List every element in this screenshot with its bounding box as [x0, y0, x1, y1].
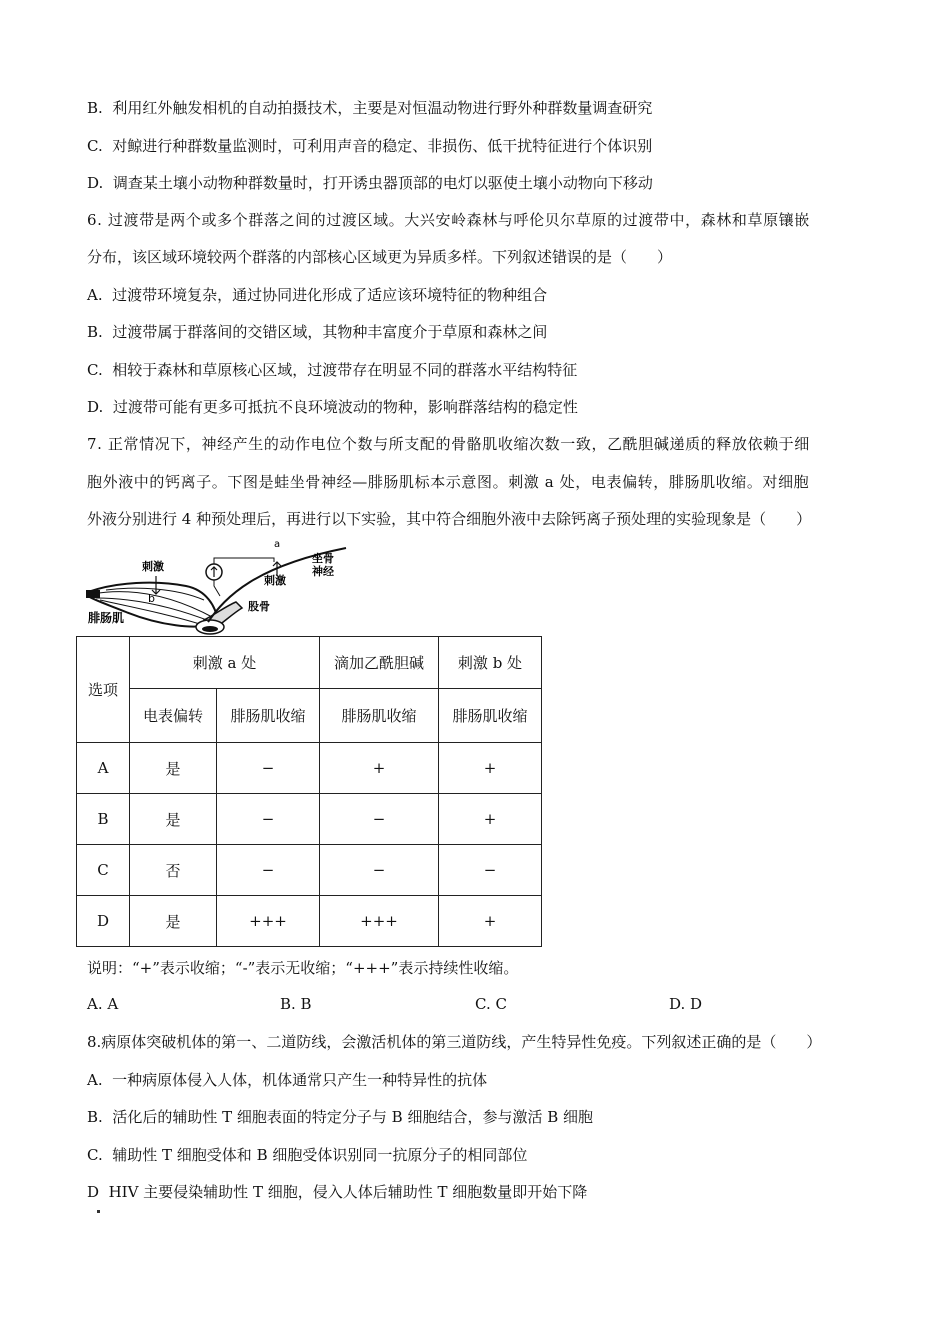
q8-option-b: B. 活化后的辅助性 T 细胞表面的特定分子与 B 细胞结合，参与激活 B 细胞 — [87, 1108, 594, 1126]
q7-options-table — [76, 636, 542, 947]
q5-option-b: B. 利用红外触发相机的自动拍摄技术，主要是对恒温动物进行野外种群数量调查研究 — [87, 99, 653, 117]
table-header-stim-b: 刺激 b 处 — [439, 637, 542, 689]
table-cell: C — [77, 845, 130, 896]
table-cell: +++ — [217, 896, 320, 947]
q7-stem-line-3: 外液分别进行 4 种预处理后，再进行以下实验，其中符合细胞外液中去除钙离子预处理的实验现象是（ ） — [87, 510, 812, 528]
q5-option-d: D. 调查某土壤小动物种群数量时，打开诱虫器顶部的电灯以驱使土壤小动物向下移动 — [87, 174, 653, 192]
q6-option-c: C. 相较于森林和草原核心区域，过渡带存在明显不同的群落水平结构特征 — [87, 361, 578, 379]
q7-choices — [87, 995, 727, 1017]
q7-choice-d[interactable]: D. D — [669, 995, 703, 1013]
table-cell: + — [439, 896, 542, 947]
table-header-stim-a: 刺激 a 处 — [130, 637, 320, 689]
label-femur: 股骨 — [248, 600, 270, 613]
tendon-shape — [86, 590, 100, 598]
table-sub-contract: 腓肠肌收缩 — [320, 689, 439, 743]
q8-stem: 8.病原体突破机体的第一、二道防线，会激活机体的第三道防线，产生特异性免疫。下列叙述正确的是（ ） — [87, 1033, 822, 1051]
q7-choice-b[interactable]: B. B — [280, 995, 312, 1013]
table-cell: 否 — [130, 845, 217, 896]
label-muscle: 腓肠肌 — [88, 611, 125, 625]
table-header-option: 选项 — [77, 637, 130, 743]
q8-option-d: D HIV 主要侵染辅助性 T 细胞，侵入人体后辅助性 T 细胞数量即开始下降 — [87, 1183, 588, 1201]
q5-option-c: C. 对鲸进行种群数量监测时，可利用声音的稳定、非损伤、低干扰特征进行个体识别 — [87, 137, 653, 155]
q7-table-note: 说明：“+”表示收缩；“-”表示无收缩；“+++”表示持续性收缩。 — [87, 959, 519, 977]
q7-choice-a[interactable]: A. A — [87, 995, 119, 1013]
q6-stem-line-1: 6. 过渡带是两个或多个群落之间的过渡区域。大兴安岭森林与呼伦贝尔草原的过渡带中，森林和草原镶嵌 — [87, 211, 810, 229]
label-a: a — [274, 539, 281, 550]
table-cell: − — [320, 794, 439, 845]
table-cell: B — [77, 794, 130, 845]
table-row — [77, 794, 542, 845]
table-sub-contract: 腓肠肌收缩 — [217, 689, 320, 743]
table-cell: − — [217, 845, 320, 896]
table-cell: D — [77, 896, 130, 947]
table-cell: 是 — [130, 743, 217, 794]
table-row — [77, 743, 542, 794]
table-cell: + — [439, 794, 542, 845]
q7-stem-line-1: 7. 正常情况下，神经产生的动作电位个数与所支配的骨骼肌收缩次数一致，乙酰胆碱递质的释放依赖于细 — [87, 435, 810, 453]
table-cell: + — [320, 743, 439, 794]
table-cell: + — [439, 743, 542, 794]
nerve-muscle-figure — [86, 536, 356, 638]
table-cell: 是 — [130, 896, 217, 947]
q6-option-b: B. 过渡带属于群落间的交错区域，其物种丰富度介于草原和森林之间 — [87, 323, 548, 341]
label-stim-b: 刺激 — [142, 560, 164, 573]
stray-dot — [97, 1210, 100, 1213]
label-stim-a: 刺激 — [264, 574, 286, 587]
label-nerve-1: 坐骨 — [312, 552, 334, 565]
table-cell: − — [320, 845, 439, 896]
table-cell: 是 — [130, 794, 217, 845]
label-nerve-2: 神经 — [312, 565, 334, 578]
q7-choice-c[interactable]: C. C — [475, 995, 507, 1013]
q8-option-c: C. 辅助性 T 细胞受体和 B 细胞受体识别同一抗原分子的相同部位 — [87, 1146, 528, 1164]
q8-option-a: A. 一种病原体侵入人体，机体通常只产生一种特异性的抗体 — [87, 1071, 488, 1089]
label-b: b — [148, 592, 155, 605]
table-cell: − — [217, 743, 320, 794]
table-cell: +++ — [320, 896, 439, 947]
q7-stem-line-2: 胞外液中的钙离子。下图是蛙坐骨神经—腓肠肌标本示意图。刺激 a 处，电表偏转，腓肠肌收缩。对细胞 — [87, 473, 810, 491]
table-header-ach: 滴加乙酰胆碱 — [320, 637, 439, 689]
q6-stem-line-2: 分布，该区域环境较两个群落的内部核心区域更为异质多样。下列叙述错误的是（ ） — [87, 248, 673, 266]
table-row — [77, 845, 542, 896]
q6-option-d: D. 过渡带可能有更多可抵抗不良环境波动的物种，影响群落结构的稳定性 — [87, 398, 578, 416]
table-cell: − — [217, 794, 320, 845]
table-cell: A — [77, 743, 130, 794]
table-cell: − — [439, 845, 542, 896]
q6-option-a: A. 过渡带环境复杂，通过协同进化形成了适应该环境特征的物种组合 — [87, 286, 548, 304]
table-row — [77, 896, 542, 947]
table-sub-meter: 电表偏转 — [130, 689, 217, 743]
table-sub-contract: 腓肠肌收缩 — [439, 689, 542, 743]
